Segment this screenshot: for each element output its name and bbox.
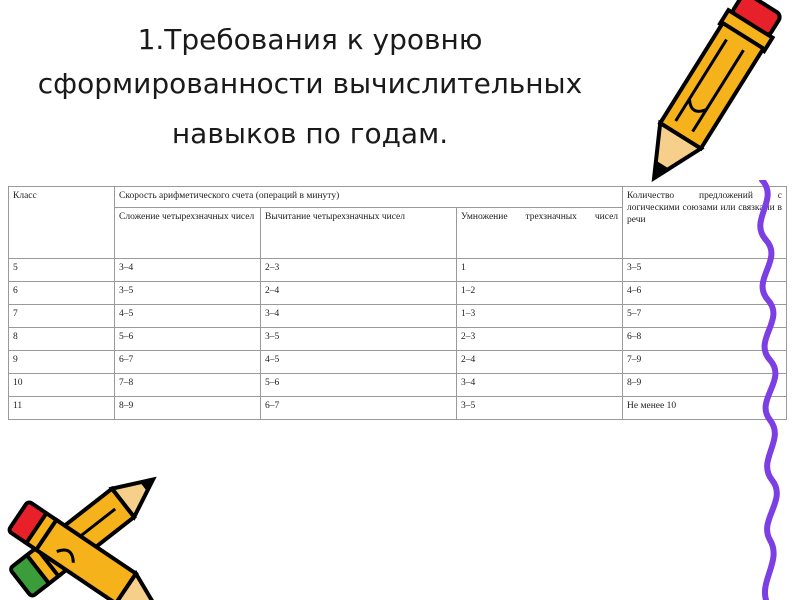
cell-addition: 7–8 (115, 374, 261, 397)
cell-sentences: 5–7 (623, 305, 787, 328)
cell-class: 10 (9, 374, 115, 397)
cell-multiplication: 3–5 (457, 397, 623, 420)
cell-sentences: 7–9 (623, 351, 787, 374)
slide-title (10, 18, 610, 156)
cell-multiplication: 1–2 (457, 282, 623, 305)
cell-multiplication: 2–3 (457, 328, 623, 351)
cell-addition: 5–6 (115, 328, 261, 351)
requirements-table (8, 186, 787, 420)
cell-addition: 3–5 (115, 282, 261, 305)
cell-class: 5 (9, 259, 115, 282)
cell-multiplication: 1 (457, 259, 623, 282)
cell-addition: 4–5 (115, 305, 261, 328)
cell-sentences: 3–5 (623, 259, 787, 282)
cell-sentences: 8–9 (623, 374, 787, 397)
cell-subtraction: 2–4 (261, 282, 457, 305)
cell-subtraction: 2–3 (261, 259, 457, 282)
cell-addition: 8–9 (115, 397, 261, 420)
pencils-bottom-left-illustration (0, 470, 190, 600)
cell-subtraction: 4–5 (261, 351, 457, 374)
table-row (9, 282, 787, 305)
cell-subtraction: 6–7 (261, 397, 457, 420)
cell-class: 8 (9, 328, 115, 351)
cell-class: 6 (9, 282, 115, 305)
table-row (9, 259, 787, 282)
table-row (9, 351, 787, 374)
table-row (9, 305, 787, 328)
header-speed: Скорость арифметического счета (операций в минуту) (115, 187, 623, 208)
cell-class: 9 (9, 351, 115, 374)
cell-sentences: 6–8 (623, 328, 787, 351)
cell-subtraction: 3–5 (261, 328, 457, 351)
table-row (9, 328, 787, 351)
header-sentences: Количество предложений с логическими союзами или связками в речи (623, 187, 787, 259)
cell-class: 7 (9, 305, 115, 328)
cell-multiplication: 2–4 (457, 351, 623, 374)
title-line-1: 1.Требования к уровню (137, 23, 483, 56)
cell-multiplication: 3–4 (457, 374, 623, 397)
pencil-top-right-illustration (620, 0, 800, 200)
header-addition: Сложение четырехзначных чисел (115, 208, 261, 259)
cell-sentences: Не менее 10 (623, 397, 787, 420)
purple-squiggle-line (740, 180, 800, 600)
cell-class: 11 (9, 397, 115, 420)
cell-addition: 3–4 (115, 259, 261, 282)
cell-subtraction: 5–6 (261, 374, 457, 397)
pencil-body (660, 23, 763, 149)
table-row (9, 374, 787, 397)
cell-subtraction: 3–4 (261, 305, 457, 328)
header-subtraction: Вычитание четырехзначных чисел (261, 208, 457, 259)
title-line-2: сформированности вычислительных (37, 67, 583, 100)
header-class: Класс (9, 187, 115, 259)
header-multiplication: Умножение трехзначных чисел (457, 208, 623, 259)
cell-sentences: 4–6 (623, 282, 787, 305)
table-row (9, 397, 787, 420)
cell-addition: 6–7 (115, 351, 261, 374)
title-line-3: навыков по годам. (171, 117, 449, 150)
cell-multiplication: 1–3 (457, 305, 623, 328)
